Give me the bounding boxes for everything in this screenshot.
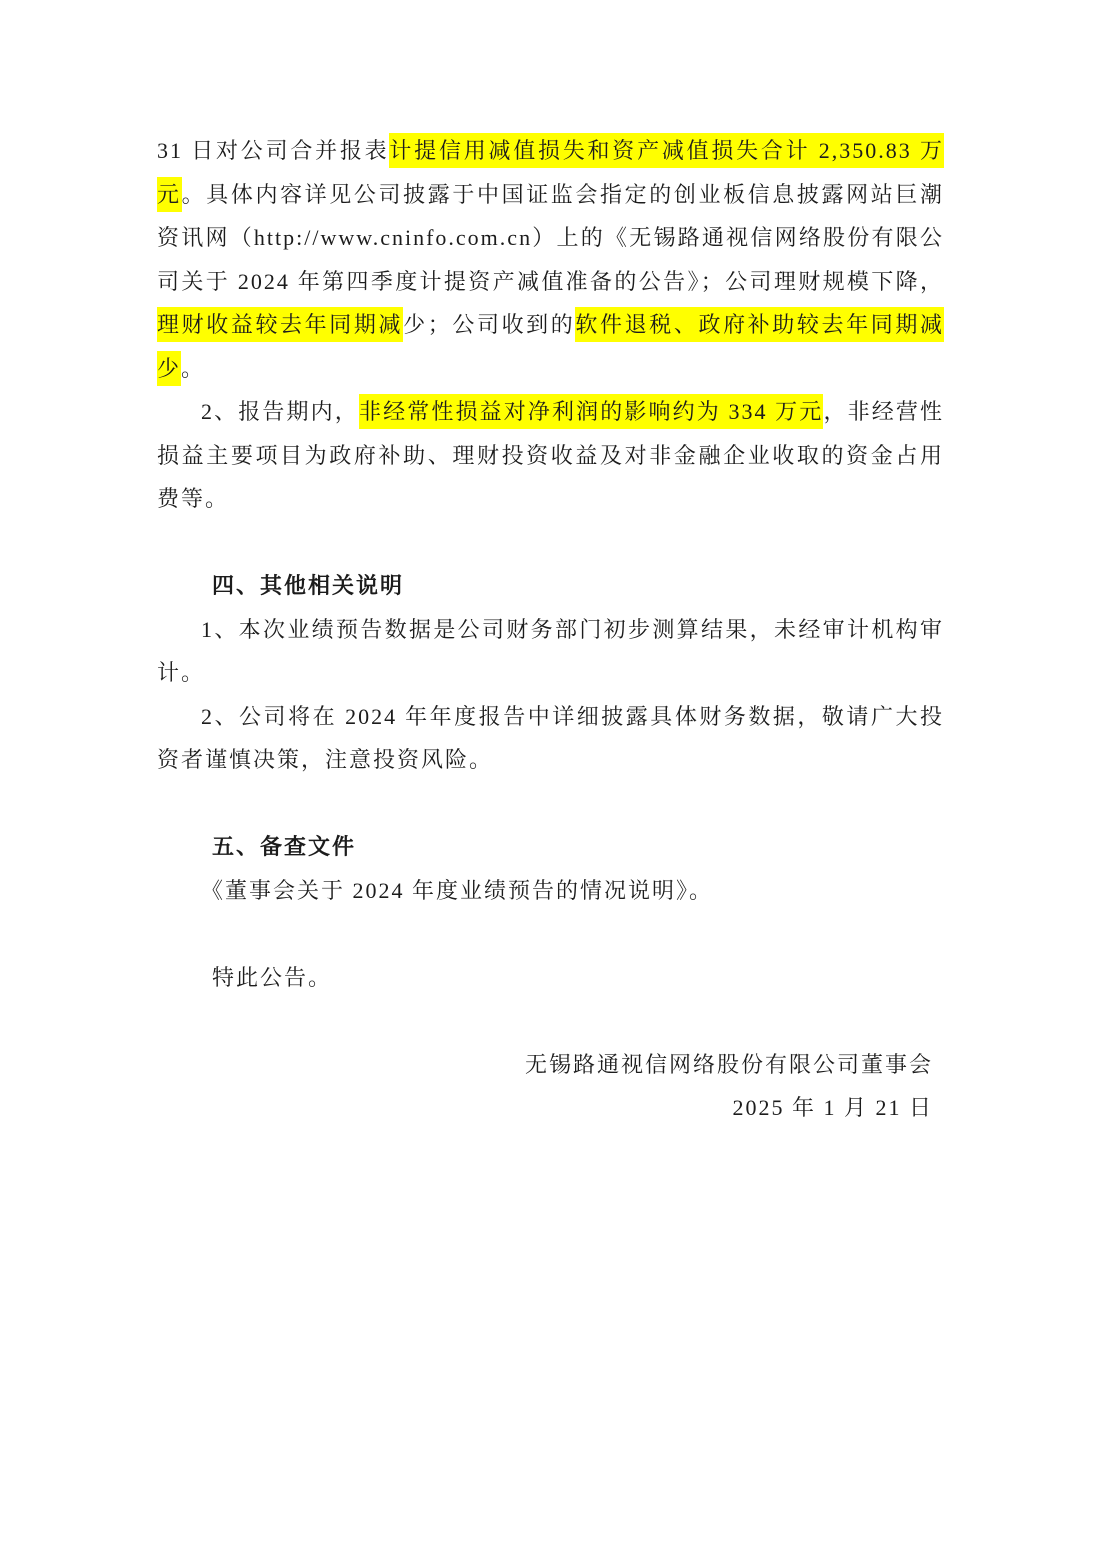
nonrecurring-text-tail: ，非经营性损益主要项目为政府补助、理财投资收益及对非金融企业收取的资金占用费等。 [157, 399, 944, 511]
impairment-text-end-period: 。 [181, 355, 206, 381]
paragraph-note-unaudited: 1、本次业绩预告数据是公司财务部门初步测算结果，未经审计机构审计。 [157, 616, 944, 685]
highlight-impairment-total: 计提信用减值损失和资产减值损失合计 2,350.83 万元 [157, 133, 944, 212]
impairment-text-disclosure: 。具体内容详见公司披露于中国证监会指定的创业板信息披露网站巨潮资讯网（ [157, 181, 944, 250]
impairment-text-lead: 31 日对公司合并报表 [157, 138, 390, 163]
highlight-tax-subsidy-decrease: 软件退税、政府补助较去年同期减少 [157, 307, 944, 386]
paragraph-nonrecurring-gains [157, 390, 944, 521]
highlight-nonrecurring-impact: 非经常性损益对净利润的影响约为 334 万元 [359, 394, 824, 429]
paragraph-hereby-announced: 特此公告。 [212, 964, 333, 990]
impairment-text-announcement-title: ）上的《无锡路通视信网络股份有限公司关于 2024 年第四季度计提资产减值准备的公告》；公司理财规模下降， [157, 225, 944, 294]
impairment-text-middle: 少；公司收到的 [403, 312, 576, 337]
section-heading-reference-docs: 五、备查文件 [212, 834, 357, 859]
signature-company-board: 无锡路通视信网络股份有限公司董事会 [524, 1051, 933, 1077]
nonrecurring-text-lead: 2、报告期内， [201, 399, 359, 424]
highlight-wealth-income-decrease: 理财收益较去年同期减 [157, 307, 403, 342]
section-heading-other-notes: 四、其他相关说明 [212, 573, 405, 598]
paragraph-impairment-detail [157, 129, 944, 390]
signature-block [157, 1043, 944, 1130]
cninfo-url: http://www.cninfo.com.cn [253, 225, 533, 250]
paragraph-note-risk-warning: 2、公司将在 2024 年年度报告中详细披露具体财务数据，敬请广大投资者谨慎决策，注意投资风险。 [157, 703, 944, 772]
signature-date: 2025 年 1 月 21 日 [732, 1095, 933, 1120]
paragraph-reference-document: 《董事会关于 2024 年度业绩预告的情况说明》。 [201, 877, 714, 903]
